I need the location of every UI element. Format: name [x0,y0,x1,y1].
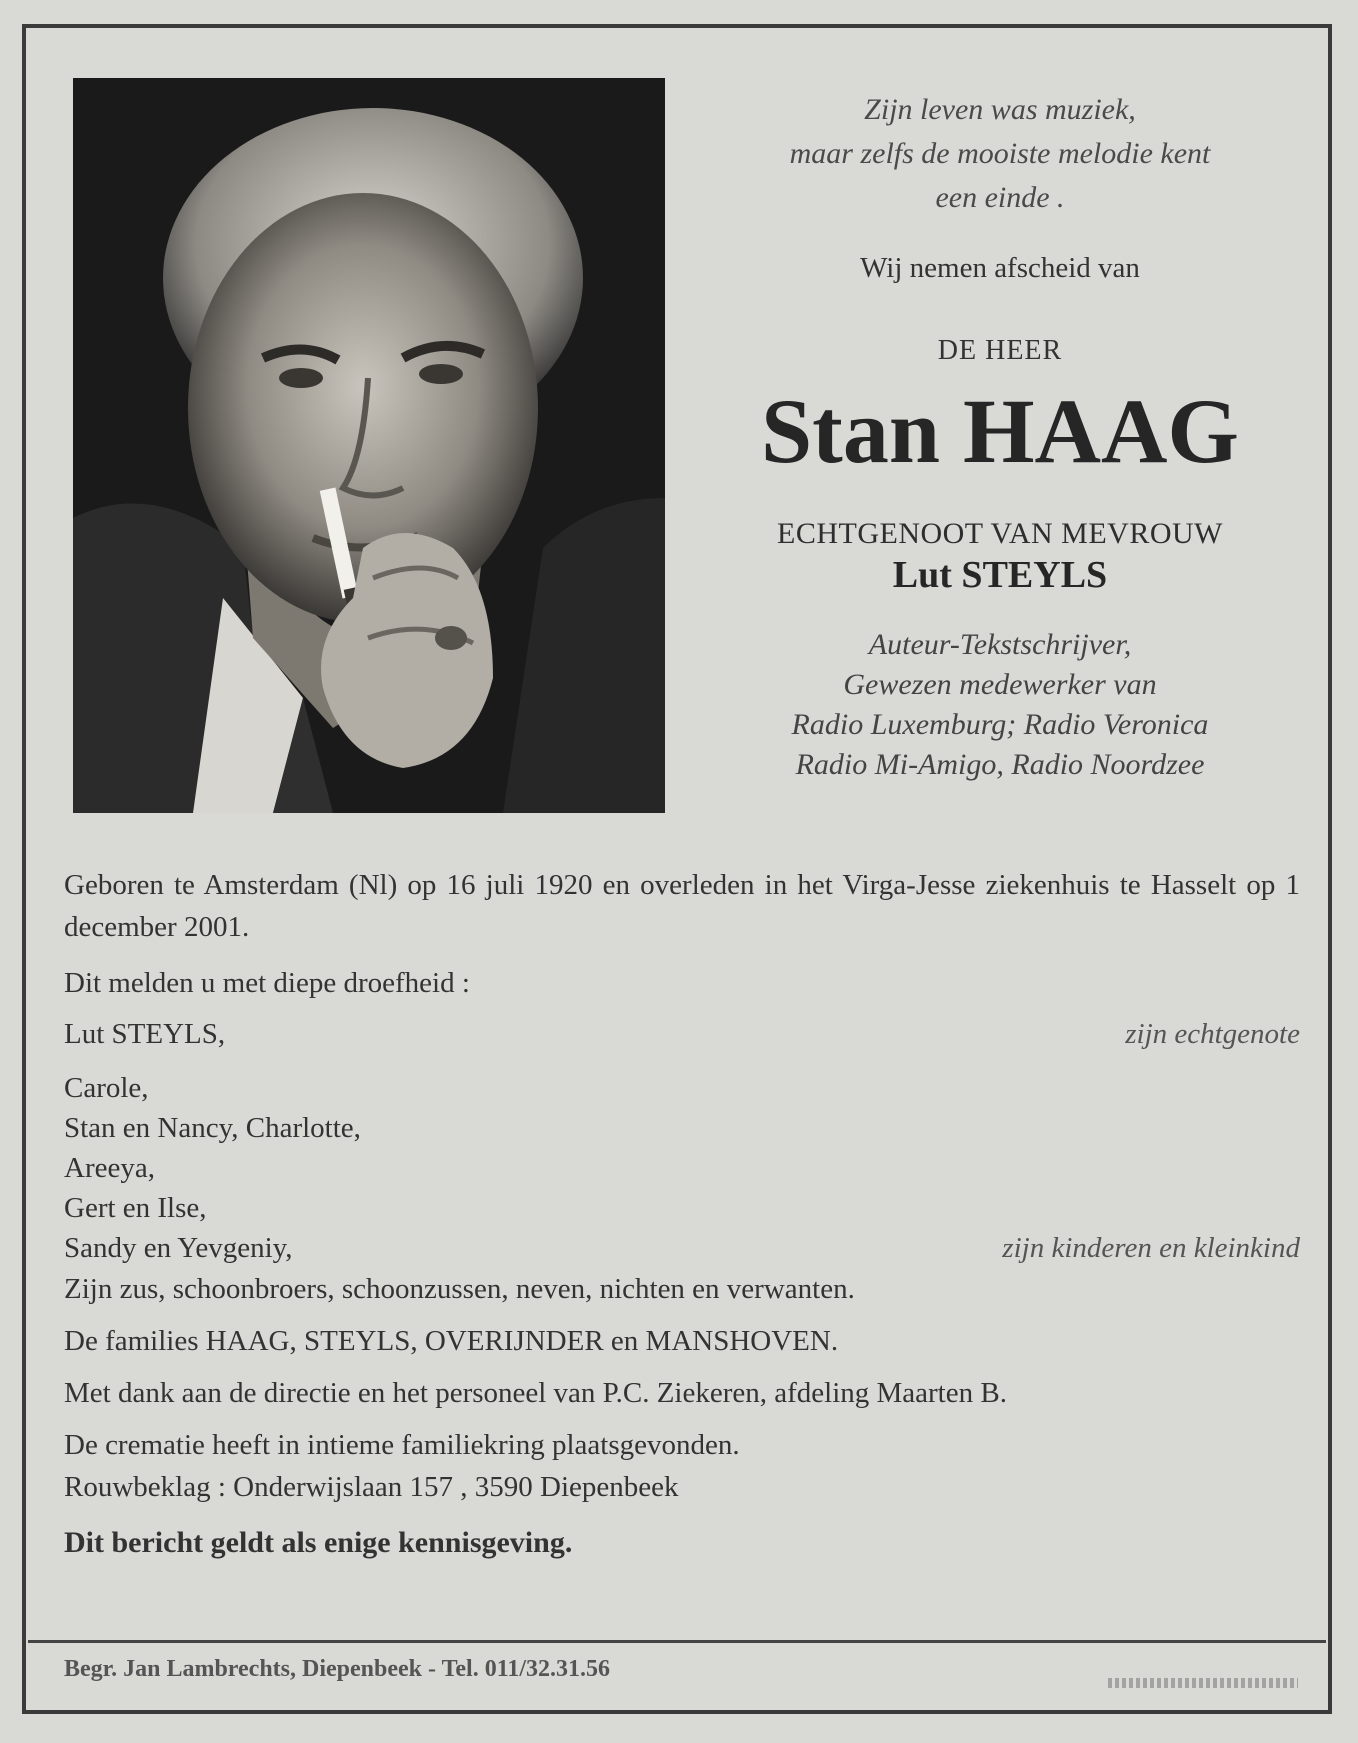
child-name: Gert en Ilse, [64,1192,207,1224]
list-item [64,1148,1300,1188]
child-name: Areeya, [64,1152,155,1184]
cremation-text: De crematie heeft in intieme familiekring plaatsgevonden. [64,1429,740,1461]
families-text: De families HAAG, STEYLS, OVERIJNDER en MANSHOVEN. [64,1325,839,1357]
list-item [64,1108,1300,1148]
intro-text: Wij nemen afscheid van [860,252,1140,284]
child-name: Carole, [64,1072,149,1104]
child-name: Sandy en Yevgeniy, [64,1232,293,1264]
notice-body [64,864,1300,1564]
motto [690,88,1310,220]
spouse-name: Lut STEYLS [892,554,1108,596]
print-code [1108,1678,1298,1688]
relatives-text: Zijn zus, schoonbroers, schoonzussen, neven, nichten en verwanten. [64,1273,855,1305]
spouse-row [64,1014,1300,1054]
children-relation: zijn kinderen en kleinkind [1002,1232,1300,1264]
spouse-label: ECHTGENOOT VAN MEVROUW [777,517,1223,550]
portrait-icon [73,78,665,813]
motto-line: een einde . [935,181,1065,214]
role-line: Gewezen medewerker van [843,668,1157,701]
list-item [64,1188,1300,1228]
motto-line: maar zelfs de mooiste melodie kent [789,137,1211,170]
roles [690,625,1310,785]
address-text: Rouwbeklag : Onderwijslaan 157 , 3590 Diepenbeek [64,1471,679,1503]
birth-death-text: Geboren te Amsterdam (Nl) op 16 juli 1920 en overleden in het Virga-Jesse ziekenhuis te Hasselt op 1 december 2001. [64,869,1300,943]
portrait-photo [73,78,665,813]
honorific: DE HEER [937,335,1063,366]
motto-line: Zijn leven was muziek, [864,93,1136,126]
children-list [64,1068,1300,1268]
role-line: Radio Luxemburg; Radio Veronica [791,708,1209,741]
notice-only-text: Dit bericht geldt als enige kennisgeving. [64,1526,573,1559]
list-item [64,1228,1300,1268]
notice-header [690,78,1310,785]
thanks-text: Met dank aan de directie en het personeel van P.C. Ziekeren, afdeling Maarten B. [64,1377,1007,1409]
deceased-name: Stan HAAG [761,380,1239,482]
spouse-row-relation: zijn echtgenote [1125,1018,1300,1050]
role-line: Auteur-Tekstschrijver, [868,628,1132,661]
spouse-row-name: Lut STEYLS, [64,1018,226,1050]
undertaker-info: Begr. Jan Lambrechts, Diepenbeek - Tel. 011/32.31.56 [64,1656,611,1682]
child-name: Stan en Nancy, Charlotte, [64,1112,361,1144]
announcement-text: Dit melden u met diepe droefheid : [64,967,470,999]
role-line: Radio Mi-Amigo, Radio Noordzee [795,748,1205,781]
footer-divider [28,1640,1326,1643]
list-item [64,1068,1300,1108]
